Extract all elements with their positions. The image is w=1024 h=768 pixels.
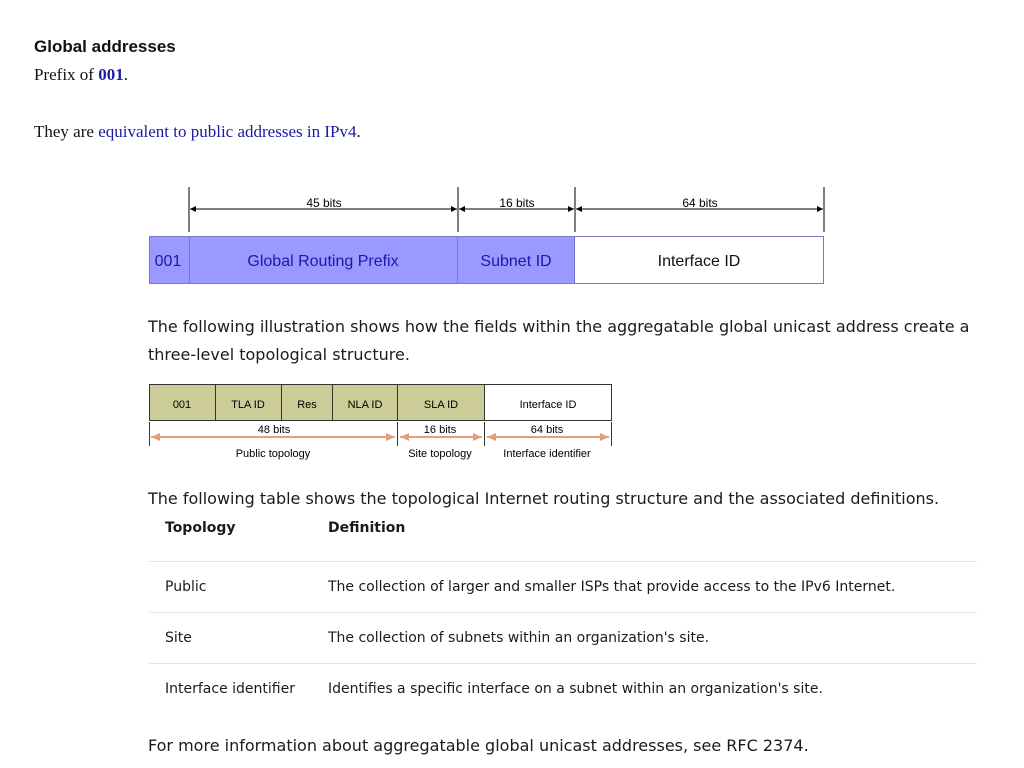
topo-label-site: Site topology [408,448,472,460]
table-row [149,664,977,714]
field-label-interface-id: Interface ID [657,253,741,270]
address-format-diagram [0,0,1024,300]
field-label-001: 001 [154,253,182,270]
table-row [149,562,977,613]
equivalent-period: . [356,122,361,141]
span-label-45-bits: 45 bits [306,196,342,210]
field-label-global-routing-prefix: Global Routing Prefix [247,253,399,270]
prefix-text: Prefix of [34,65,99,84]
topo-arrow-head [386,433,395,441]
cell-topology: Site [165,630,192,646]
cell-topology: Public [165,579,207,595]
illustration-paragraph: The following illustration shows how the fields within the aggregatable global unicast address create a three-level topological structure. [148,317,970,364]
arrow-head-right [451,206,457,212]
topo-label-nla-id: NLA ID [347,399,383,411]
topo-arrow-head [151,433,160,441]
topology-diagram [0,380,1024,470]
section-heading: Global addresses [34,37,176,56]
prefix-value: 001 [98,65,124,84]
topo-label-interface: Interface identifier [503,448,591,460]
field-label-subnet-id: Subnet ID [480,253,552,270]
topo-arrow-head [600,433,609,441]
equivalent-text: They are [34,122,99,141]
span-label-16-bits: 16 bits [499,196,535,210]
topo-arrow-head [400,433,409,441]
equivalent-link[interactable]: equivalent to public addresses in IPv4 [98,122,357,141]
topo-span-48-bits: 48 bits [257,424,291,436]
topo-label-res: Res [297,399,317,411]
topology-table [149,520,977,714]
arrow-head-left [459,206,465,212]
more-info-paragraph: For more information about aggregatable global unicast addresses, see RFC 2374. [148,736,809,755]
cell-topology: Interface identifier [165,681,295,697]
table-intro-paragraph: The following table shows the topological Internet routing structure and the associated definitions. [148,489,940,508]
header-definition: Definition [328,520,406,536]
topo-arrow-head [487,433,496,441]
table-row [149,613,977,664]
topo-label-001: 001 [172,399,192,411]
header-topology: Topology [165,520,236,536]
arrow-head-right [568,206,574,212]
topo-span-16-bits: 16 bits [423,424,457,436]
arrow-head-left [576,206,582,212]
table-header-row [149,520,977,562]
cell-definition: The collection of larger and smaller ISPs that provide access to the IPv6 Internet. [328,579,896,595]
arrow-head-right [817,206,823,212]
arrow-head-left [190,206,196,212]
cell-definition: Identifies a specific interface on a subnet within an organization's site. [328,681,823,697]
topo-label-tla-id: TLA ID [231,399,265,411]
cell-definition: The collection of subnets within an organization's site. [328,630,710,646]
topo-span-64-bits: 64 bits [530,424,564,436]
topo-label-interface-id: Interface ID [519,399,577,411]
prefix-period: . [123,65,128,84]
span-label-64-bits: 64 bits [682,196,718,210]
topo-label-sla-id: SLA ID [423,399,459,411]
topo-label-public: Public topology [235,448,311,460]
topo-arrow-head [473,433,482,441]
